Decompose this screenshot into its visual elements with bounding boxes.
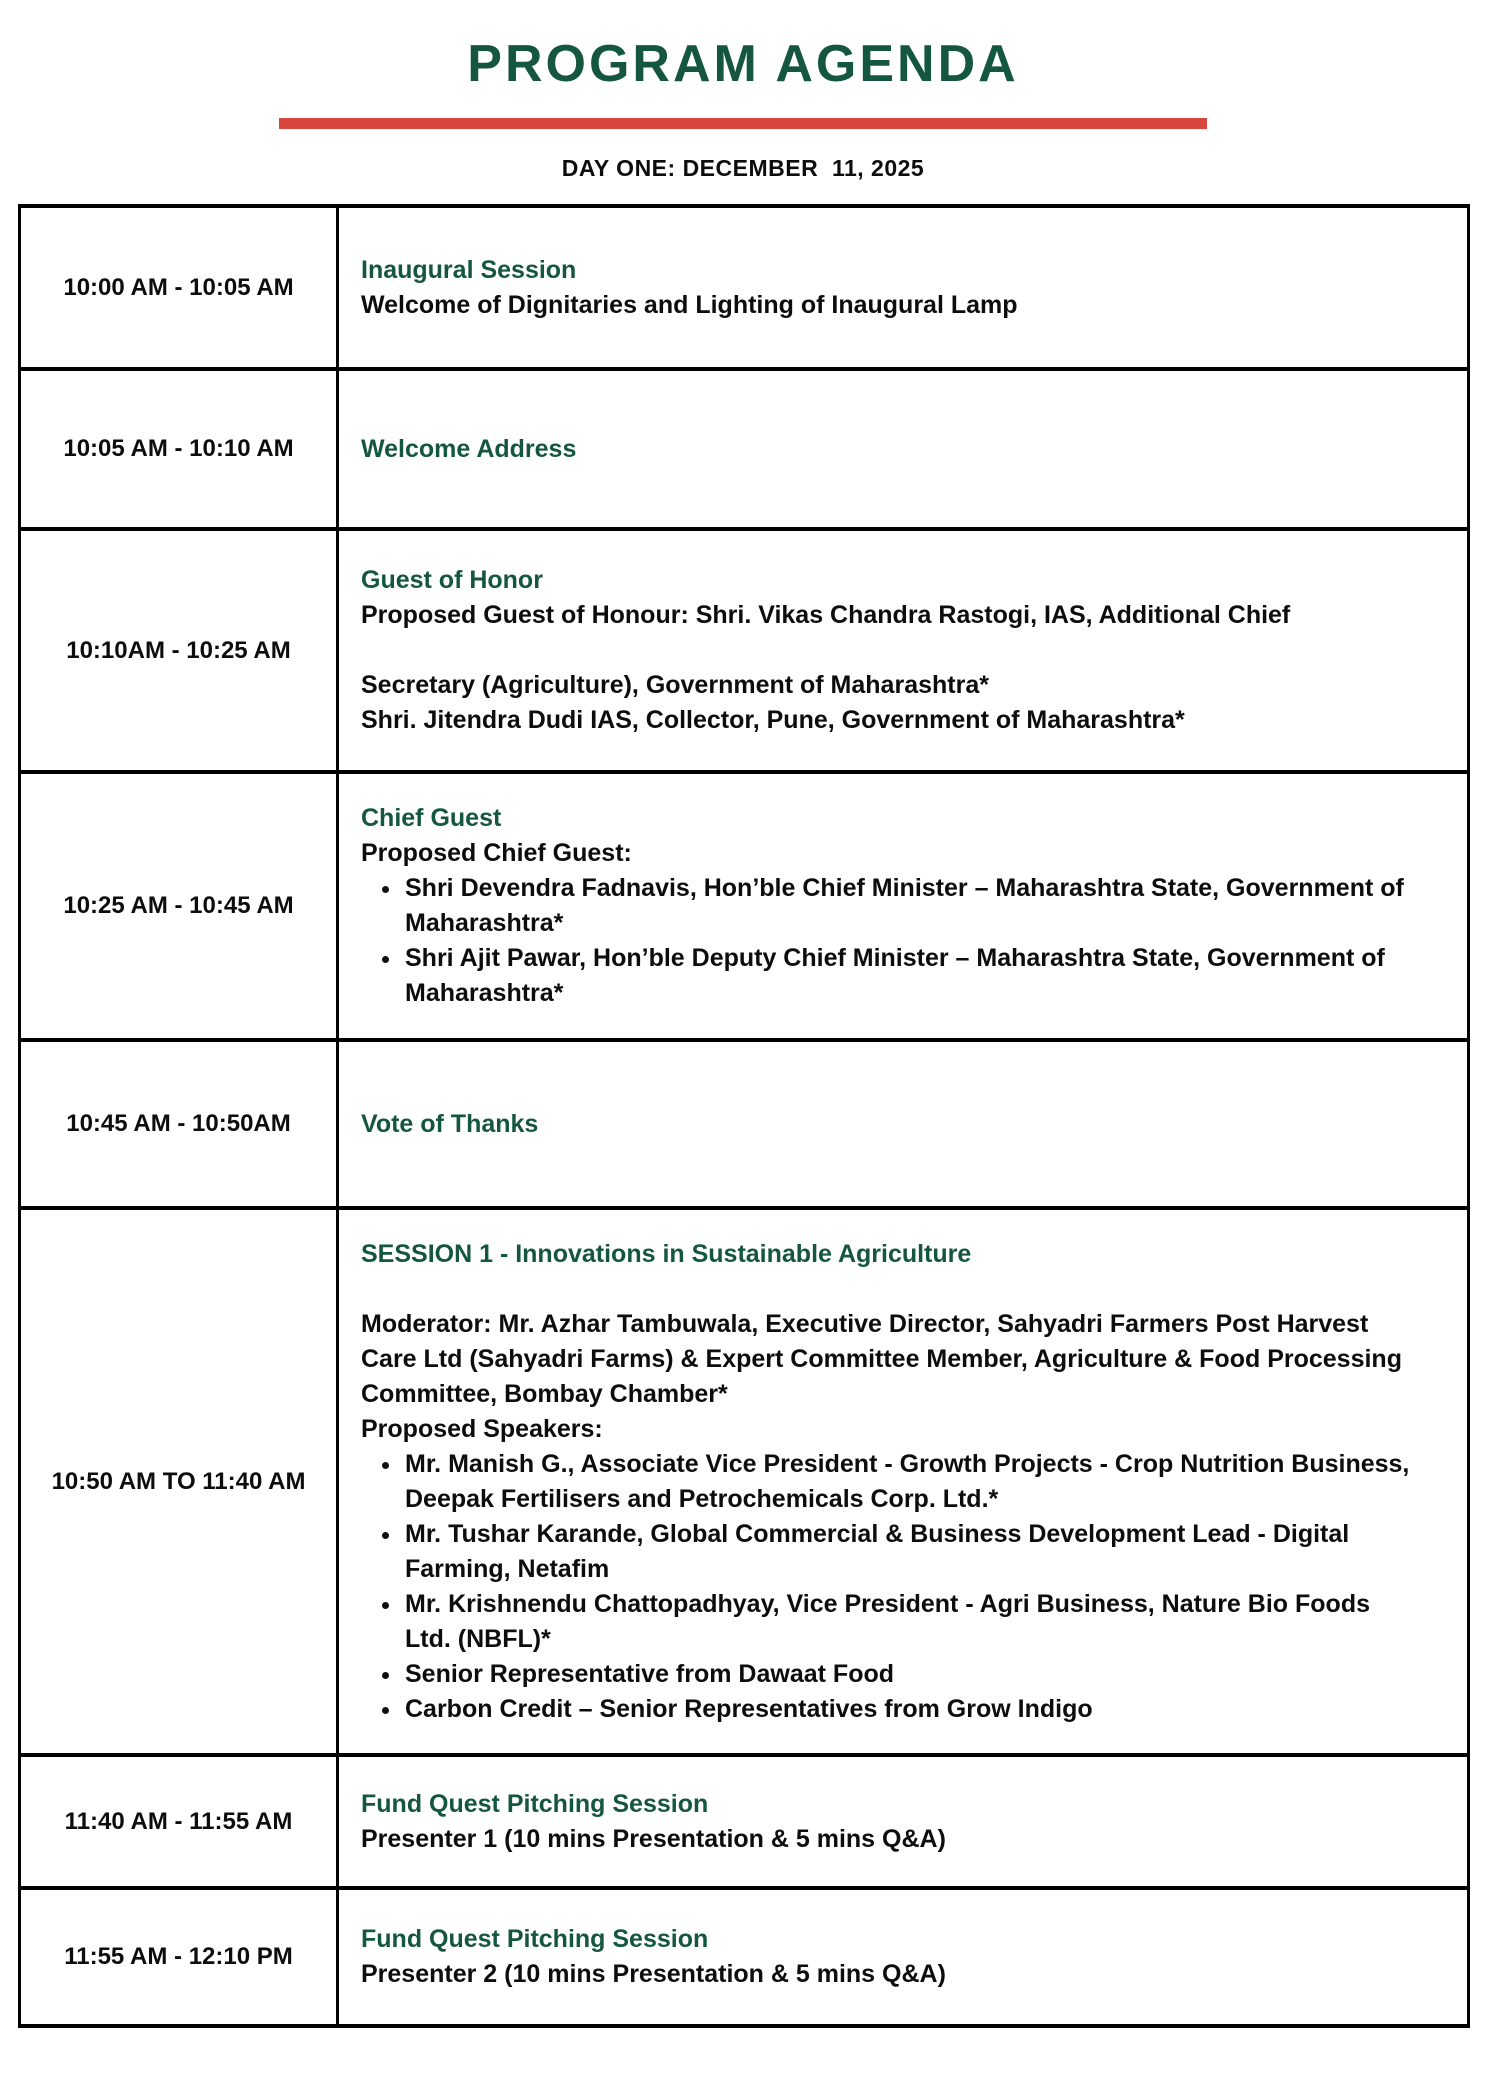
session-heading: Inaugural Session <box>361 255 577 284</box>
speaker-list-item: • Mr. Manish G., Associate Vice President - Growth Projects - Crop Nutrition Business, Deepak Fertilisers and Petrochemicals Corp. Ltd.* <box>403 1447 1422 1517</box>
page-title: PROGRAM AGENDA <box>467 35 1019 93</box>
time-slot: 10:00 AM - 10:05 AM <box>20 206 338 369</box>
agenda-row <box>20 1040 1469 1208</box>
time-slot: 10:50 AM TO 11:40 AM <box>20 1208 338 1755</box>
session-heading: Welcome Address <box>361 434 577 463</box>
speaker-list-item: • Senior Representative from Dawaat Food <box>403 1657 1422 1692</box>
accent-bar <box>279 118 1207 129</box>
session-content <box>338 529 1469 772</box>
session-text: Welcome of Dignitaries and Lighting of Inaugural Lamp <box>361 290 1018 319</box>
session-heading: Guest of Honor <box>361 566 543 594</box>
time-slot: 10:45 AM - 10:50AM <box>20 1040 338 1208</box>
session-content <box>338 1208 1469 1755</box>
session-content <box>338 369 1469 529</box>
agenda-table-body <box>20 206 1469 2026</box>
speaker-list-item: • Shri Ajit Pawar, Hon’ble Deputy Chief Minister – Maharashtra State, Government of Maharashtra* <box>403 941 1422 1011</box>
speaker-list-item: • Shri Devendra Fadnavis, Hon’ble Chief Minister – Maharashtra State, Government of Maharashtra* <box>403 871 1422 941</box>
session-heading: Chief Guest <box>361 804 502 832</box>
agenda-row <box>20 1755 1469 1888</box>
session-heading: Fund Quest Pitching Session <box>361 1925 709 1953</box>
speaker-list <box>361 1447 1422 1727</box>
time-slot: 10:05 AM - 10:10 AM <box>20 369 338 529</box>
session-text: Proposed Guest of Honour: Shri. Vikas Chandra Rastogi, IAS, Additional Chief <box>361 601 1291 629</box>
session-text: Proposed Speakers: <box>361 1414 603 1443</box>
agenda-row <box>20 1208 1469 1755</box>
session-heading: Vote of Thanks <box>361 1109 539 1138</box>
session-heading: SESSION 1 - Innovations in Sustainable Agriculture <box>361 1239 972 1268</box>
time-slot: 11:40 AM - 11:55 AM <box>20 1755 338 1888</box>
session-heading: Fund Quest Pitching Session <box>361 1789 709 1818</box>
speaker-list <box>361 871 1422 1011</box>
session-text: Proposed Chief Guest: <box>361 839 632 867</box>
session-text: Shri. Jitendra Dudi IAS, Collector, Pune, Government of Maharashtra* <box>361 706 1185 734</box>
speaker-list-item: • Carbon Credit – Senior Representatives from Grow Indigo <box>403 1692 1422 1727</box>
session-text: Secretary (Agriculture), Government of Maharashtra* <box>361 671 989 699</box>
day-subtitle: DAY ONE: DECEMBER 11, 2025 <box>561 155 925 181</box>
agenda-row <box>20 529 1469 772</box>
session-text: Presenter 2 (10 mins Presentation & 5 mins Q&A) <box>361 1960 946 1988</box>
session-content <box>338 206 1469 369</box>
time-slot: 10:25 AM - 10:45 AM <box>20 772 338 1040</box>
session-content <box>338 1040 1469 1208</box>
speaker-list-item: • Mr. Krishnendu Chattopadhyay, Vice President - Agri Business, Nature Bio Foods Ltd. (NBFL)* <box>403 1587 1422 1657</box>
time-slot: 11:55 AM - 12:10 PM <box>20 1888 338 2026</box>
speaker-list-item: • Mr. Tushar Karande, Global Commercial & Business Development Lead - Digital Farming, Netafim <box>403 1517 1422 1587</box>
blank-line <box>361 633 1422 668</box>
agenda-row <box>20 206 1469 369</box>
agenda-row <box>20 772 1469 1040</box>
program-agenda-page <box>0 34 1486 2082</box>
session-content <box>338 1755 1469 1888</box>
agenda-row <box>20 1888 1469 2026</box>
session-text: Moderator: Mr. Azhar Tambuwala, Executive Director, Sahyadri Farmers Post Harvest Care Ltd (Sahyadri Farms) & Expert Committee Member, Agriculture & Food Processing Committee, Bombay Chamber* <box>361 1309 1402 1408</box>
time-slot: 10:10AM - 10:25 AM <box>20 529 338 772</box>
session-content <box>338 772 1469 1040</box>
session-content <box>338 1888 1469 2026</box>
agenda-table <box>18 204 1470 2028</box>
session-text: Presenter 1 (10 mins Presentation & 5 mins Q&A) <box>361 1824 946 1853</box>
blank-line <box>361 1272 1422 1307</box>
agenda-row <box>20 369 1469 529</box>
